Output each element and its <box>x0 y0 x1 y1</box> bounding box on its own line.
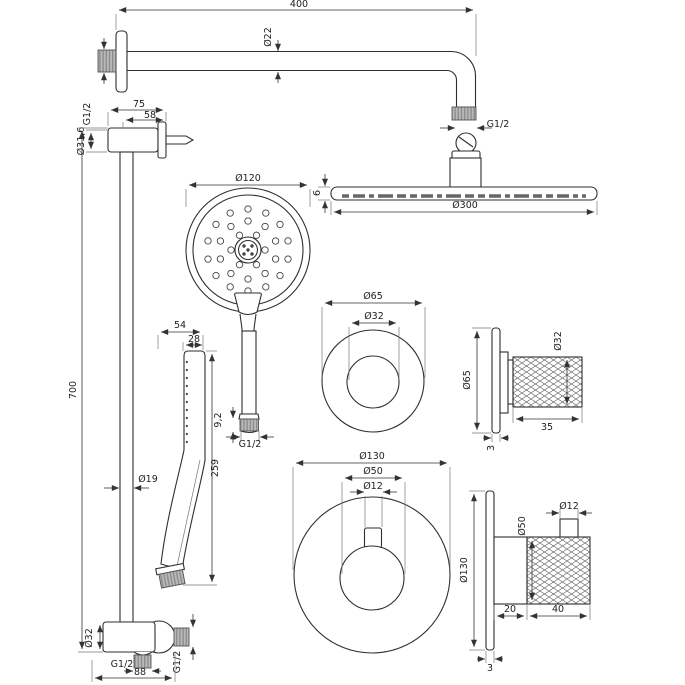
dim-hand-diameter: Ø120 <box>235 173 261 184</box>
dim-arm-pipe-diameter: Ø22 <box>263 27 274 47</box>
rail-tube <box>120 152 133 622</box>
dim-outlet-bottom-thread: G1/2 <box>110 659 134 670</box>
dim-hand-thread: G1/2 <box>238 439 262 450</box>
hand-flare <box>239 414 259 419</box>
bracket-flange <box>158 122 166 158</box>
hand-side-nut-group <box>156 563 187 588</box>
dim-small-front-plate: Ø65 <box>363 291 383 302</box>
small-side-knob <box>513 357 582 407</box>
dim-hand-side-length: 259 <box>210 458 221 478</box>
dim-hand-side-depth: 54 <box>173 320 187 331</box>
large-stub-front <box>365 528 382 548</box>
large-valve-front-view <box>293 451 450 653</box>
dim-outlet-diameter: Ø32 <box>84 628 95 648</box>
hand-shower-side-view <box>156 320 221 588</box>
small-valve-side-view <box>462 328 582 451</box>
dim-small-side-plate: Ø65 <box>462 370 473 390</box>
small-side-step <box>500 352 508 413</box>
dim-outlet-width: 88 <box>133 667 147 678</box>
small-side-neck <box>508 360 513 404</box>
small-valve-front-view <box>322 291 425 432</box>
bracket-body <box>108 128 158 152</box>
outlet-dome <box>134 652 152 655</box>
bracket-pin <box>166 136 193 144</box>
dim-arm-length: 400 <box>289 0 309 10</box>
dim-hand-side-head: 28 <box>187 334 201 345</box>
dim-large-side-stub: Ø12 <box>559 501 579 512</box>
arm-wall-flange <box>116 31 127 92</box>
wall-bracket-view <box>76 99 193 158</box>
dim-large-side-plate: Ø130 <box>459 557 470 583</box>
dim-large-side-knob-depth: 40 <box>551 604 565 615</box>
outlet-side-nut <box>174 628 189 646</box>
hand-thread-nut <box>240 419 259 431</box>
hand-handle <box>242 331 256 414</box>
dim-head-thread: G1/2 <box>486 119 510 130</box>
rain-head-view <box>312 107 597 215</box>
head-thread-nut <box>452 107 476 120</box>
dim-large-side-plate-thickness: 3 <box>486 663 494 674</box>
dim-bracket-width: 75 <box>132 99 146 110</box>
head-disc <box>331 187 597 200</box>
hand-center-hub <box>235 237 261 263</box>
large-side-body <box>494 537 527 604</box>
arm-thread-nut <box>98 50 116 72</box>
large-side-plate <box>486 491 494 650</box>
dim-large-front-stub: Ø12 <box>363 481 383 492</box>
dim-rail-diameter: Ø19 <box>138 474 158 485</box>
dim-large-side-base: 20 <box>503 604 517 615</box>
dim-head-diameter: Ø300 <box>452 200 478 211</box>
hand-mode-button <box>235 293 262 315</box>
dim-small-side-plate-thickness: 3 <box>486 444 497 452</box>
large-knob-front <box>340 546 404 610</box>
dim-small-side-depth: 35 <box>540 422 554 433</box>
small-side-plate <box>492 328 500 433</box>
slide-rail-view <box>68 128 158 652</box>
arm-pipe <box>127 52 476 108</box>
dim-bracket-diameter: Ø31,6 <box>76 126 87 156</box>
dim-arm-thread: G1/2 <box>82 102 93 126</box>
dim-small-front-knob: Ø32 <box>364 311 384 322</box>
head-ball-joint <box>456 133 476 153</box>
dim-hand-nut: 9,2 <box>213 412 224 428</box>
large-side-knob <box>527 537 590 604</box>
small-knob <box>347 356 399 408</box>
dim-head-thickness: 6 <box>312 189 323 197</box>
dim-large-front-knob: Ø50 <box>363 466 383 477</box>
dim-large-front-plate: Ø130 <box>359 451 385 462</box>
outlet-body <box>103 622 155 652</box>
large-side-stub <box>560 519 578 537</box>
dim-rail-length: 700 <box>68 380 79 400</box>
wall-outlet-view <box>84 614 193 682</box>
dim-outlet-side-thread: G1/2 <box>172 650 183 674</box>
dim-large-side-knob: Ø50 <box>517 516 528 536</box>
large-valve-side-view <box>459 491 592 674</box>
dim-small-side-knob: Ø32 <box>553 331 564 351</box>
head-holder <box>450 158 481 187</box>
dim-bracket-offset: 58 <box>143 110 157 121</box>
